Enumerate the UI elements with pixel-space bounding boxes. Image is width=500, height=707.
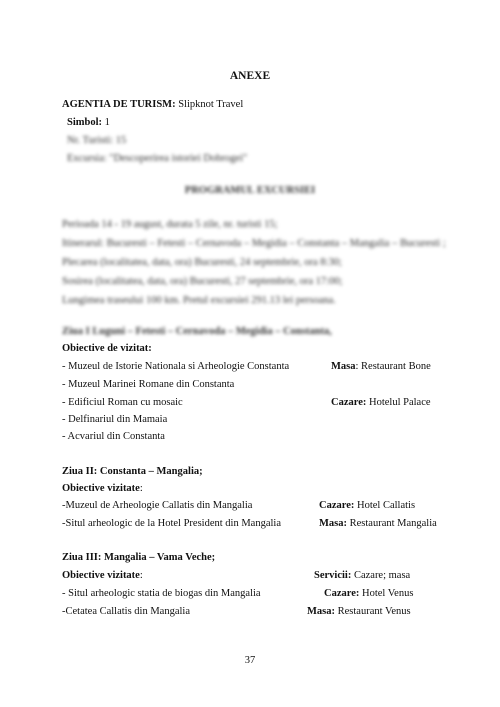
tourists-line-blurred: Nr. Turisti: 15 bbox=[67, 135, 127, 146]
day3-objectives bbox=[62, 569, 143, 582]
day1-cazare-value: Hotelul Palace bbox=[366, 397, 431, 408]
page-number: 37 bbox=[244, 655, 256, 666]
program-line: Lungimea traseului 100 km. Pretul excursiei 291.13 lei persoana. bbox=[62, 295, 336, 306]
simbol-line bbox=[67, 116, 110, 129]
day3-item: - Situl arheologic statia de biogas din Mangalia bbox=[62, 588, 261, 599]
agency-label: AGENTIA DE TURISM: bbox=[62, 99, 176, 110]
day3-cazare-label: Cazare: bbox=[324, 588, 360, 599]
day1-item: - Edificiul Roman cu mosaic bbox=[62, 397, 183, 408]
day3-cazare bbox=[324, 587, 413, 600]
day1-masa-label: Masa bbox=[331, 361, 356, 372]
program-line: Plecarea (localitatea, data, ora) Bucuresti, 24 septembrie, ora 8:30; bbox=[62, 257, 342, 268]
day2-objectives-colon: : bbox=[139, 483, 143, 494]
day1-item: - Acvariul din Constanta bbox=[62, 431, 165, 442]
day2-item: -Muzeul de Arheologie Callatis din Mangalia bbox=[62, 500, 253, 511]
day1-masa-value: : Restaurant Bone bbox=[355, 361, 431, 372]
day1-item: - Muzeul Marinei Romane din Constanta bbox=[62, 379, 235, 390]
program-line: Perioada 14 - 19 august, durata 5 zile, nr. turisti 15; bbox=[62, 219, 278, 230]
day2-objectives-label: Obiective vizitate bbox=[62, 483, 140, 494]
day1-cazare bbox=[331, 396, 431, 409]
day2-cazare bbox=[319, 499, 415, 512]
day3-servicii-value: Cazare; masa bbox=[351, 570, 411, 581]
program-line: Itinerarul: Bucuresti – Fetesti – Cernavoda – Megidia – Constanta – Mangalia – Bucuresti ; bbox=[62, 238, 446, 249]
day3-masa-label: Masa: bbox=[307, 606, 335, 617]
day1-heading-blurred: Ziua I Luguni – Fetesti – Cernavoda – Megidia – Constanta, bbox=[62, 326, 332, 337]
excursion-line-blurred: Excursia: "Descoperirea istoriei Dobrogei" bbox=[67, 153, 248, 164]
day1-cazare-label: Cazare: bbox=[331, 397, 367, 408]
day2-masa-label: Masa: bbox=[319, 518, 347, 529]
day2-item: -Situl arheologic de la Hotel President din Mangalia bbox=[62, 518, 281, 529]
day1-item: - Delfinariul din Mamaia bbox=[62, 414, 168, 425]
day3-item: -Cetatea Callatis din Mangalia bbox=[62, 606, 190, 617]
day3-servicii-label: Servicii: bbox=[314, 570, 352, 581]
day1-item: - Muzeul de Istorie Nationala si Arheologie Constanta bbox=[62, 361, 290, 372]
day3-masa bbox=[307, 605, 411, 618]
day2-heading: Ziua II: Constanta – Mangalia; bbox=[62, 466, 203, 477]
page-title: ANEXE bbox=[229, 70, 271, 82]
day2-cazare-value: Hotel Callatis bbox=[354, 500, 416, 511]
day1-objectives-label: Obiective de vizitat: bbox=[62, 343, 152, 354]
day2-masa bbox=[319, 517, 437, 530]
day2-cazare-label: Cazare: bbox=[319, 500, 355, 511]
program-title-blurred: PROGRAMUL EXCURSIEI bbox=[184, 185, 316, 196]
day3-objectives-colon: : bbox=[139, 570, 143, 581]
day3-masa-value: Restaurant Venus bbox=[335, 606, 411, 617]
agency-line bbox=[62, 98, 243, 111]
agency-value: Slipknot Travel bbox=[175, 99, 244, 110]
day3-servicii bbox=[314, 569, 410, 582]
day2-masa-value: Restaurant Mangalia bbox=[347, 518, 437, 529]
program-line: Sosirea (localitatea, data, ora) Bucuresti, 27 septembrie, ora 17:00; bbox=[62, 276, 343, 287]
simbol-label: Simbol: bbox=[67, 117, 103, 128]
day3-cazare-value: Hotel Venus bbox=[359, 588, 414, 599]
simbol-value: 1 bbox=[102, 117, 110, 128]
day3-heading: Ziua III: Mangalia – Vama Veche; bbox=[62, 552, 216, 563]
day1-masa bbox=[331, 360, 431, 373]
day3-objectives-label: Obiective vizitate bbox=[62, 570, 140, 581]
day2-objectives bbox=[62, 482, 143, 495]
